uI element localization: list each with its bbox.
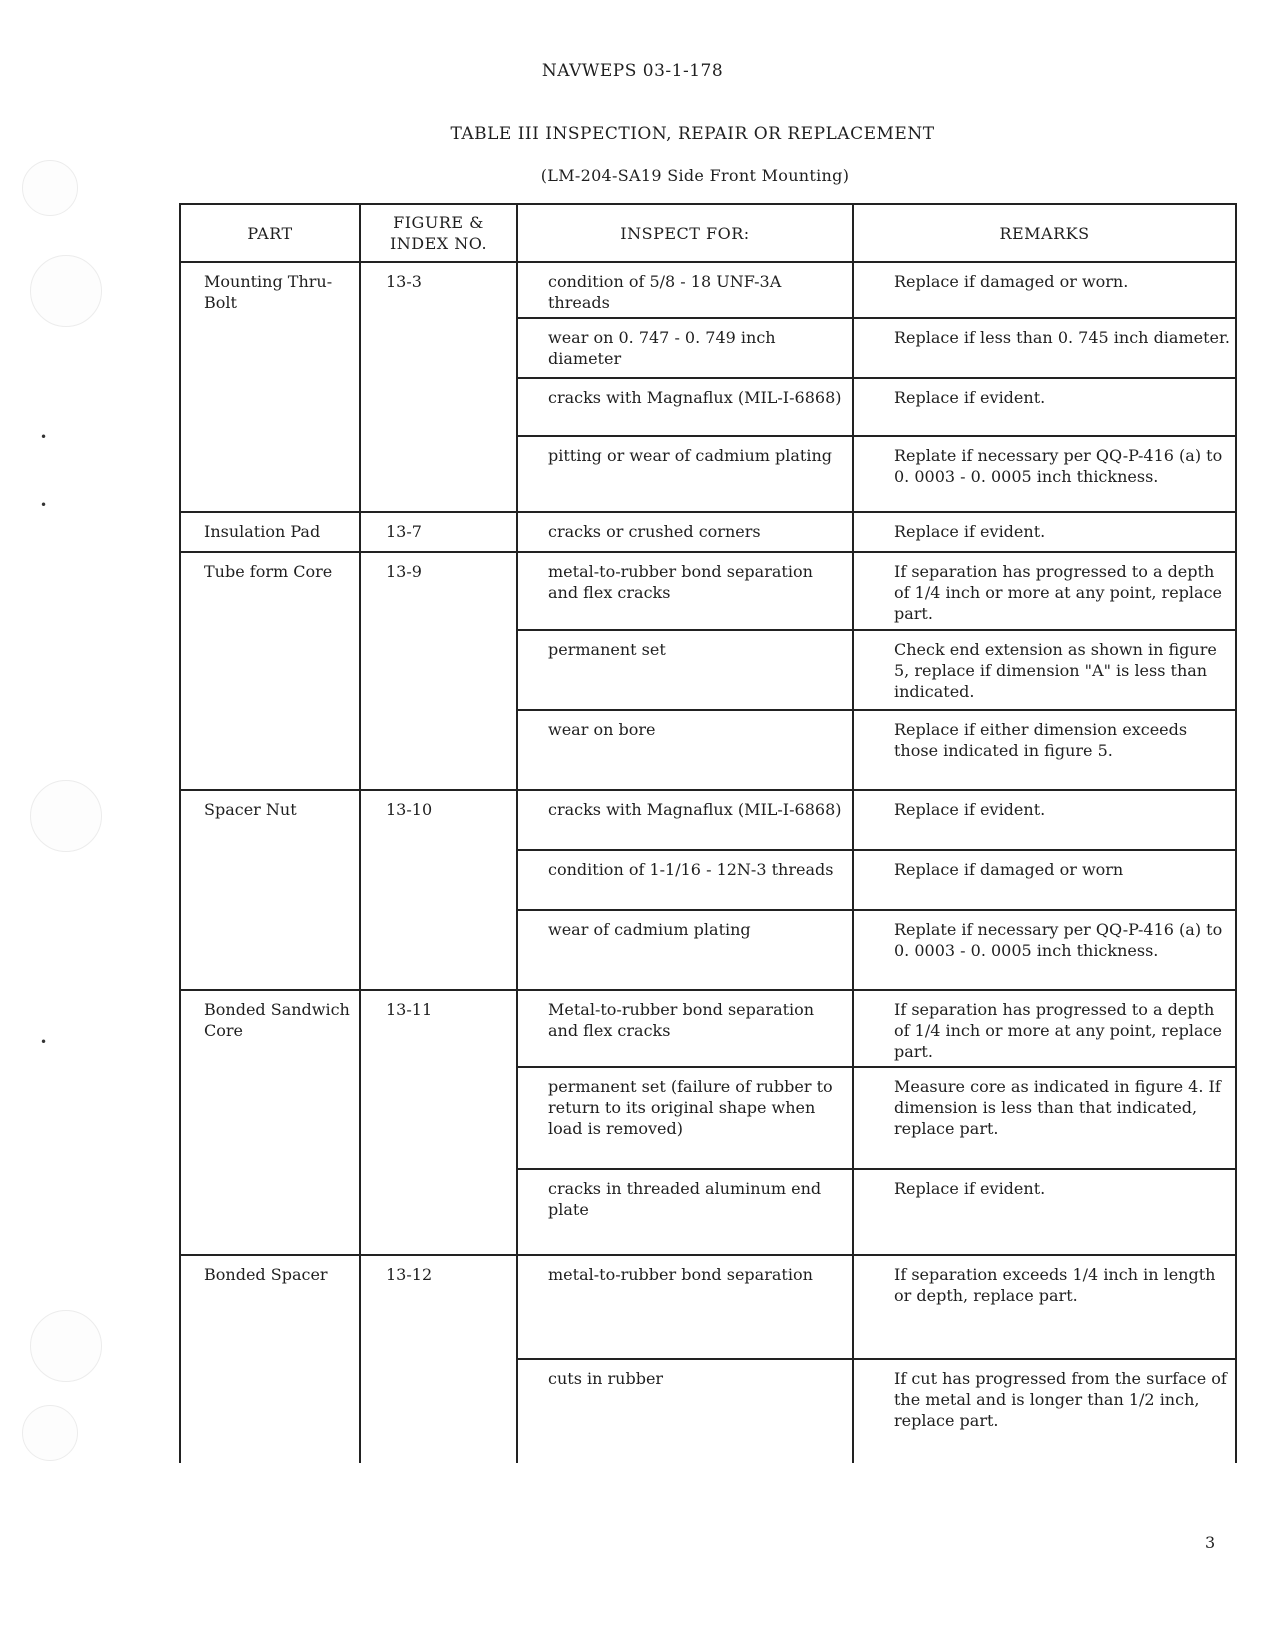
- table-row: [180, 790, 1236, 850]
- inspect-for-cell: permanent set: [517, 630, 853, 710]
- margin-mark: •: [40, 430, 48, 444]
- header-inspect-for: INSPECT FOR:: [517, 204, 853, 262]
- figure-index-cell: 13-3: [360, 262, 517, 512]
- remarks-cell: Replate if necessary per QQ-P-416 (a) to 0. 0003 - 0. 0005 inch thickness.: [853, 910, 1236, 990]
- remarks-cell: If separation exceeds 1/4 inch in length or depth, replace part.: [853, 1255, 1236, 1359]
- table-row: [180, 552, 1236, 630]
- remarks-cell: If separation has progressed to a depth of 1/4 inch or more at any point, replace part.: [853, 552, 1236, 630]
- remarks-cell: Replace if damaged or worn.: [853, 262, 1236, 318]
- remarks-cell: Replace if damaged or worn: [853, 850, 1236, 910]
- inspect-for-cell: condition of 1-1/16 - 12N-3 threads: [517, 850, 853, 910]
- part-cell: Tube form Core: [180, 552, 360, 790]
- part-cell: Spacer Nut: [180, 790, 360, 990]
- remarks-cell: Replace if evident.: [853, 1169, 1236, 1255]
- remarks-cell: Check end extension as shown in figure 5, replace if dimension "A" is less than indicated.: [853, 630, 1236, 710]
- inspect-for-cell: pitting or wear of cadmium plating: [517, 436, 853, 512]
- remarks-cell: Replace if either dimension exceeds those indicated in figure 5.: [853, 710, 1236, 790]
- part-cell: Mounting Thru-Bolt: [180, 262, 360, 512]
- figure-index-cell: 13-7: [360, 512, 517, 552]
- remarks-cell: Replace if evident.: [853, 378, 1236, 436]
- inspect-for-cell: condition of 5/8 - 18 UNF-3A threads: [517, 262, 853, 318]
- inspect-for-cell: cracks in threaded aluminum end plate: [517, 1169, 853, 1255]
- header-figure-label: FIGURE & INDEX NO.: [389, 213, 488, 253]
- inspect-for-cell: permanent set (failure of rubber to return to its original shape when load is removed): [517, 1067, 853, 1169]
- table-subtitle: (LM-204-SA19 Side Front Mounting): [540, 166, 850, 185]
- margin-mark: •: [40, 498, 48, 512]
- binder-hole-bottom: [22, 1405, 78, 1461]
- inspect-for-cell: cracks or crushed corners: [517, 512, 853, 552]
- table-title: TABLE III INSPECTION, REPAIR OR REPLACEMENT: [450, 124, 935, 144]
- part-cell: Bonded Sandwich Core: [180, 990, 360, 1255]
- remarks-cell: If cut has progressed from the surface of the metal and is longer than 1/2 inch, replace part.: [853, 1359, 1236, 1463]
- inspect-for-cell: metal-to-rubber bond separation and flex cracks: [517, 552, 853, 630]
- part-cell: Insulation Pad: [180, 512, 360, 552]
- inspect-for-cell: wear on bore: [517, 710, 853, 790]
- inspection-table: [179, 203, 1237, 1463]
- table-row: [180, 990, 1236, 1067]
- header-remarks: REMARKS: [853, 204, 1236, 262]
- remarks-cell: If separation has progressed to a depth of 1/4 inch or more at any point, replace part.: [853, 990, 1236, 1067]
- figure-index-cell: 13-10: [360, 790, 517, 990]
- remarks-cell: Replate if necessary per QQ-P-416 (a) to 0. 0003 - 0. 0005 inch thickness.: [853, 436, 1236, 512]
- margin-mark: •: [40, 1035, 48, 1049]
- figure-index-cell: 13-12: [360, 1255, 517, 1463]
- table-body: [180, 262, 1236, 1463]
- remarks-cell: Replace if evident.: [853, 790, 1236, 850]
- remarks-cell: Replace if less than 0. 745 inch diameter.: [853, 318, 1236, 378]
- remarks-cell: Replace if evident.: [853, 512, 1236, 552]
- table-row: [180, 512, 1236, 552]
- header-part: PART: [180, 204, 360, 262]
- inspect-for-cell: cracks with Magnaflux (MIL-I-6868): [517, 378, 853, 436]
- figure-index-cell: 13-9: [360, 552, 517, 790]
- page-number: 3: [1205, 1533, 1216, 1552]
- inspect-for-cell: wear on 0. 747 - 0. 749 inch diameter: [517, 318, 853, 378]
- inspect-for-cell: wear of cadmium plating: [517, 910, 853, 990]
- document-number: NAVWEPS 03-1-178: [541, 61, 724, 81]
- inspect-for-cell: cracks with Magnaflux (MIL-I-6868): [517, 790, 853, 850]
- table-row: [180, 1255, 1236, 1359]
- inspect-for-cell: Metal-to-rubber bond separation and flex cracks: [517, 990, 853, 1067]
- table-row: [180, 262, 1236, 318]
- binder-hole-lower: [30, 1310, 102, 1382]
- table-header-row: [180, 204, 1236, 262]
- part-cell: Bonded Spacer: [180, 1255, 360, 1463]
- binder-hole-middle: [30, 780, 102, 852]
- header-figure: [360, 204, 517, 262]
- figure-index-cell: 13-11: [360, 990, 517, 1255]
- remarks-cell: Measure core as indicated in figure 4. If dimension is less than that indicated, replace part.: [853, 1067, 1236, 1169]
- inspect-for-cell: cuts in rubber: [517, 1359, 853, 1463]
- inspect-for-cell: metal-to-rubber bond separation: [517, 1255, 853, 1359]
- binder-hole-upper: [30, 255, 102, 327]
